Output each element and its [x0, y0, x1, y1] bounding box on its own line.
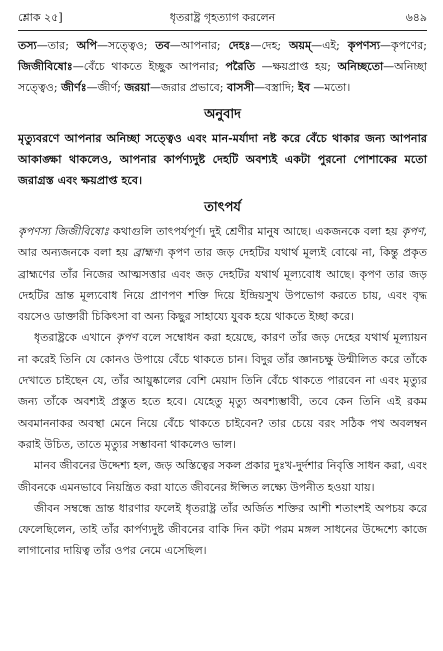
synonym-term: জীর্ণঃ	[61, 81, 87, 94]
chapter-title: ধৃতরাষ্ট্র গৃহত্যাগ করলেন	[169, 11, 276, 24]
synonym-definition: —কৃপণের;	[380, 39, 428, 52]
synonym-definition: —ক্ষয়প্রাপ্ত হয়;	[255, 60, 338, 73]
purport-paragraph: জীবন সম্বন্ধে ভ্রান্ত ধারণার ফলেই ধৃতরাষ্ট্র তাঁর অর্জিত শক্তির আশী শতাংশই অপচয় করে ফেলেছিলেন, তাই তাঁর কার্পণ্যদুষ্ট জীবনের বাকি দিন কটা পরম মঙ্গল সাধনের উদ্দেশ্যে কাজে লাগানোর দায়িত্ব তাঁর ওপর নেমে এসেছিল।	[18, 501, 427, 558]
word-for-word-synonyms	[18, 35, 427, 98]
synonym-term: তব	[155, 39, 170, 52]
synonym-definition: —বস্ত্রাদি;	[253, 81, 298, 94]
purport-paragraph: মানব জীবনের উদ্দেশ্য হল, জড় অস্তিত্বের সকল প্রকার দুঃখ-দুর্দশার নিবৃত্তি সাধন করা, এবং জীবনকে এমনভাবে নিয়ন্ত্রিত করা যাতে জীবনের ঈপ্সিত লক্ষ্যে উপনীত হওয়া যায়।	[18, 459, 427, 494]
synonym-term: বাসসী	[226, 81, 254, 94]
italic-phrase: কৃপণ	[401, 225, 424, 238]
synonym-definition: —জরার প্রভাবে;	[150, 81, 227, 94]
synonym-definition: —অনিচ্ছা সত্ত্বেও;	[18, 60, 427, 94]
italic-phrase: কৃপণ	[115, 331, 138, 345]
purport-paragraph: কৃপণস্য জিজীবিষোঃ কথাগুলি তাৎপর্যপূর্ণ। দুই শ্রেণীর মানুষ আছে। একজনকে বলা হয় কৃপণ, আর অন্যজনকে বলা হয় ব্রাহ্মণ। কৃপণ তার জড় দেহটির যথার্থ মূল্যই বোঝে না, কিন্তু প্রকৃত ব্রাহ্মণের তাঁর নিজের আত্মসত্তার এবং জড় দেহটির যথার্থ মূল্যবোধ আছে। কৃপণ তার জড় দেহটির ভ্রান্ত মূল্যবোধ নিয়ে প্রাণপণ শক্তি দিয়ে ইন্দ্রিয়সুখ উপভোগ করতে চায়, এবং বৃদ্ধ বয়সেও ডাক্তারী চিকিৎসা বা অন্য কিছুর সাহায্যে যুবক হয়ে থাকতে ইচ্ছা করে।	[18, 225, 427, 324]
purport-heading: তাৎপর্য	[204, 200, 241, 215]
italic-phrase: কৃপণস্য জিজীবিষোঃ	[18, 225, 110, 238]
synonym-term: ইব	[298, 81, 310, 94]
synonym-definition: —তার;	[36, 39, 77, 52]
synonym-definition: —সত্ত্বেও;	[96, 39, 156, 52]
purport-body	[18, 221, 427, 562]
synonym-term: কৃপণস্য	[347, 39, 381, 52]
synonym-definition: —এই;	[311, 39, 348, 52]
synonym-term: তস্য	[18, 39, 37, 52]
synonym-term: দেহঃ	[228, 39, 251, 52]
synonym-term: পরৈতি	[225, 60, 256, 73]
synonym-definition: —মতো।	[309, 81, 351, 94]
synonym-definition: —জীর্ণ;	[86, 81, 125, 94]
synonym-term: অনিচ্ছতো	[337, 60, 384, 73]
italic-phrase: ব্রাহ্মণ	[132, 246, 160, 260]
synonym-term: অপি	[76, 39, 97, 52]
synonym-term: অয়ম্	[288, 39, 312, 52]
synonym-definition: —আপনার;	[169, 39, 229, 52]
translation-heading: অনুবাদ	[204, 107, 241, 122]
translation-text: মৃত্যুবরণে আপনার অনিচ্ছা সত্ত্বেও এবং মান-মর্যাদা নষ্ট করে বেঁচে থাকার জন্য আপনার আকাঙ্ক্ষা থাকলেও, আপনার কার্পণ্যদুষ্ট দেহটি অবশ্যই একটা পুরনো পোশাকের মতো জরাগ্রস্ত এবং ক্ষয়প্রাপ্ত হবে।	[18, 131, 427, 187]
page-number: ৬৪৯	[405, 11, 427, 24]
synonym-definition: —দেহ;	[250, 39, 289, 52]
purport-paragraph: ধৃতরাষ্ট্রকে এখানে কৃপণ বলে সম্বোধন করা হয়েছে, কারণ তাঁর জড় দেহের যথার্থ মূল্যায়ন না করেই তিনি যে কোনও উপায়ে বেঁচে থাকতে চান। বিদুর তাঁর জ্ঞানচক্ষু উন্মীলিত করে তাঁকে দেখাতে চাইছেন যে, তাঁর আয়ুষ্কালের বেশি মেয়াদ তিনি বেঁচে থাকতে পারবেন না এবং মৃত্যুর জন্য তাঁকে অবশ্যই প্রস্তুত হতে হবে। যেহেতু মৃত্যু অবশ্যম্ভাবী, তবে কেন তিনি এই রকম অবমাননাকর অবস্থা মেনে নিয়ে বেঁচে থাকতে চাইবেন? তার চেয়ে বরং সঠিক পথ অবলম্বন করাই উচিত, তাতে মৃত্যুর সম্ভাবনা থাকলেও ভাল।	[18, 331, 428, 451]
synonym-term: জরয়া	[124, 81, 150, 94]
synonym-definition: —বেঁচে থাকতে ইচ্ছুক আপনার;	[72, 60, 226, 73]
running-header	[18, 8, 427, 31]
synonym-term: জিজীবিষোঃ	[18, 60, 73, 73]
verse-number: শ্লোক ২৫]	[18, 11, 63, 24]
